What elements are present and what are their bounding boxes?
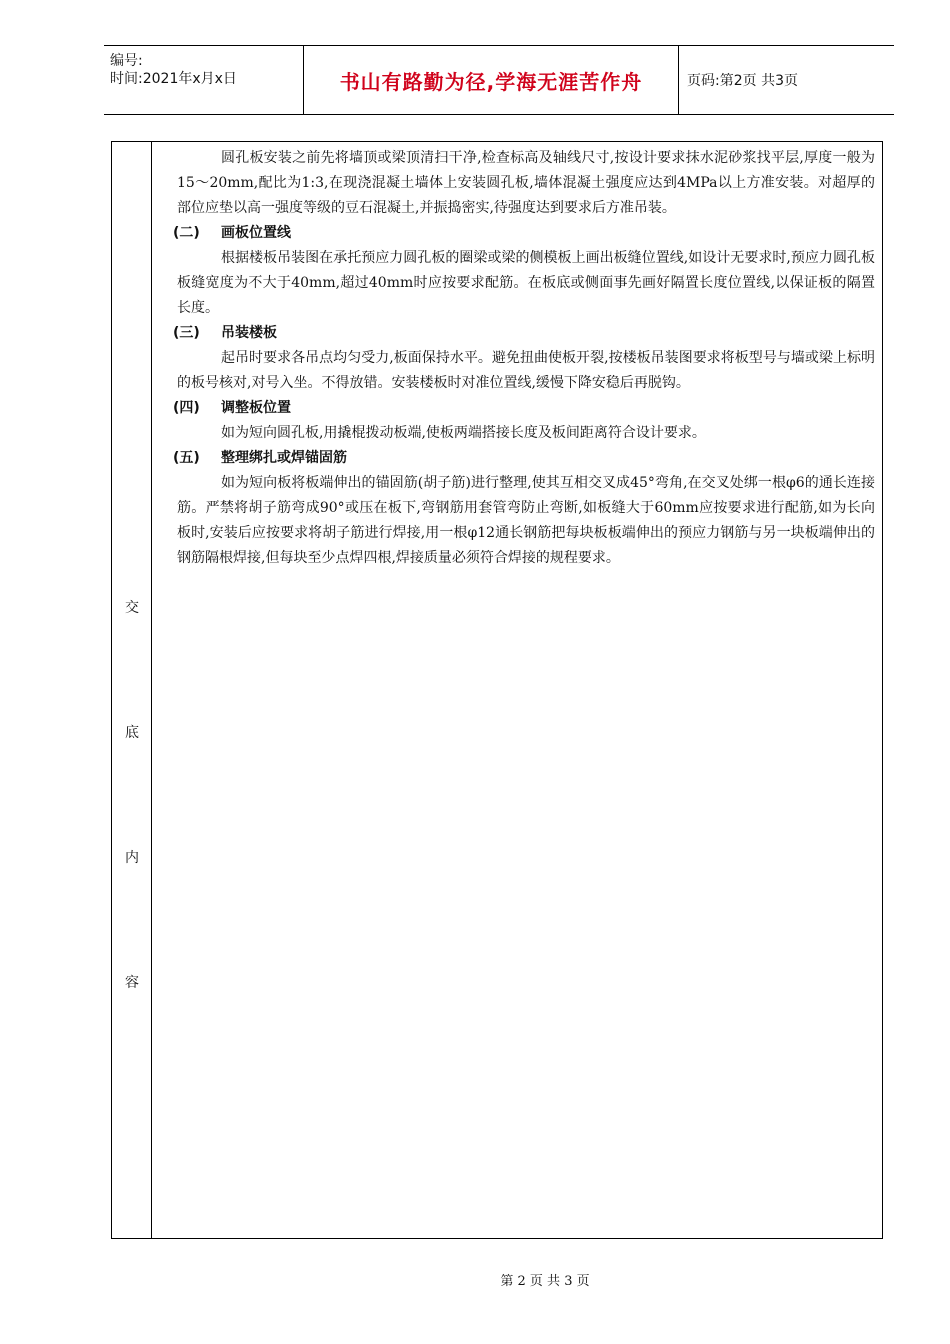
section-paragraph: 如为短向板将板端伸出的锚固筋(胡子筋)进行整理,使其互相交叉成45°弯角,在交叉处绑一根φ6的通长连接筋。严禁将胡子筋弯成90°或压在板下,弯钢筋用套管弯防止弯断,如板缝大于60mm应按要求进行配筋,如为长向板时,安装后应按要求将胡子筋进行焊接,用一根φ12通长钢筋把每块板板端伸出的预应力钢筋与另一块板端伸出的钢筋隔根焊接,但每块至少点焊四根,焊接质量必须符合焊接的规程要求。: [177, 475, 875, 566]
side-label-char: 内: [125, 850, 139, 866]
header-meta: [104, 46, 302, 114]
side-label-char: 底: [125, 725, 139, 741]
section-title: 整理绑扎或焊锚固筋: [221, 450, 347, 466]
page-footer: 第 2 页 共 3 页: [500, 1274, 590, 1289]
section-heading: [153, 396, 881, 421]
header-page-code: 页码:第2页 共3页: [687, 73, 798, 89]
disclosure-table: [111, 141, 883, 1239]
side-label-char: 交: [125, 600, 139, 616]
section-number: (五): [173, 450, 200, 466]
page-header: [104, 45, 894, 115]
section-title: 画板位置线: [221, 225, 291, 241]
section-heading: [153, 446, 881, 471]
side-label-column: [112, 142, 152, 1238]
section-number: (二): [173, 225, 200, 241]
section-title: 吊装楼板: [221, 325, 277, 341]
section-number: (四): [173, 400, 200, 416]
header-motto: 书山有路勤为径,学海无涯苦作舟: [303, 46, 679, 114]
section-paragraph: 根据楼板吊装图在承托预应力圆孔板的圈梁或梁的侧模板上画出板缝位置线,如设计无要求时,预应力圆孔板板缝宽度为不大于40mm,超过40mm时应按要求配筋。在板底或侧面事先画好隔置长度位置线,以保证板的隔置长度。: [177, 250, 875, 316]
document-time-label: 时间:2021年x月x日: [110, 71, 237, 87]
section-paragraph: 如为短向圆孔板,用撬棍拨动板端,使板两端搭接长度及板间距离符合设计要求。: [221, 425, 706, 441]
disclosure-content: [153, 146, 881, 571]
side-label-char: 容: [125, 975, 139, 991]
section-title: 调整板位置: [221, 400, 291, 416]
document-number-label: 编号:: [110, 53, 143, 69]
intro-paragraph: 圆孔板安装之前先将墙顶或梁顶清扫干净,检查标高及轴线尺寸,按设计要求抹水泥砂浆找平层,厚度一般为15～20mm,配比为1:3,在现浇混凝土墙体上安装圆孔板,墙体混凝土强度应达到4MPa以上方准安装。对超厚的部位应垫以高一强度等级的豆石混凝土,并振捣密实,待强度达到要求后方准吊装。: [177, 150, 875, 216]
section-paragraph: 起吊时要求各吊点均匀受力,板面保持水平。避免扭曲使板开裂,按楼板吊装图要求将板型号与墙或梁上标明的板号核对,对号入坐。不得放错。安装楼板时对准位置线,缓慢下降安稳后再脱钩。: [177, 350, 875, 391]
section-heading: [153, 321, 881, 346]
section-heading: [153, 221, 881, 246]
section-number: (三): [173, 325, 200, 341]
